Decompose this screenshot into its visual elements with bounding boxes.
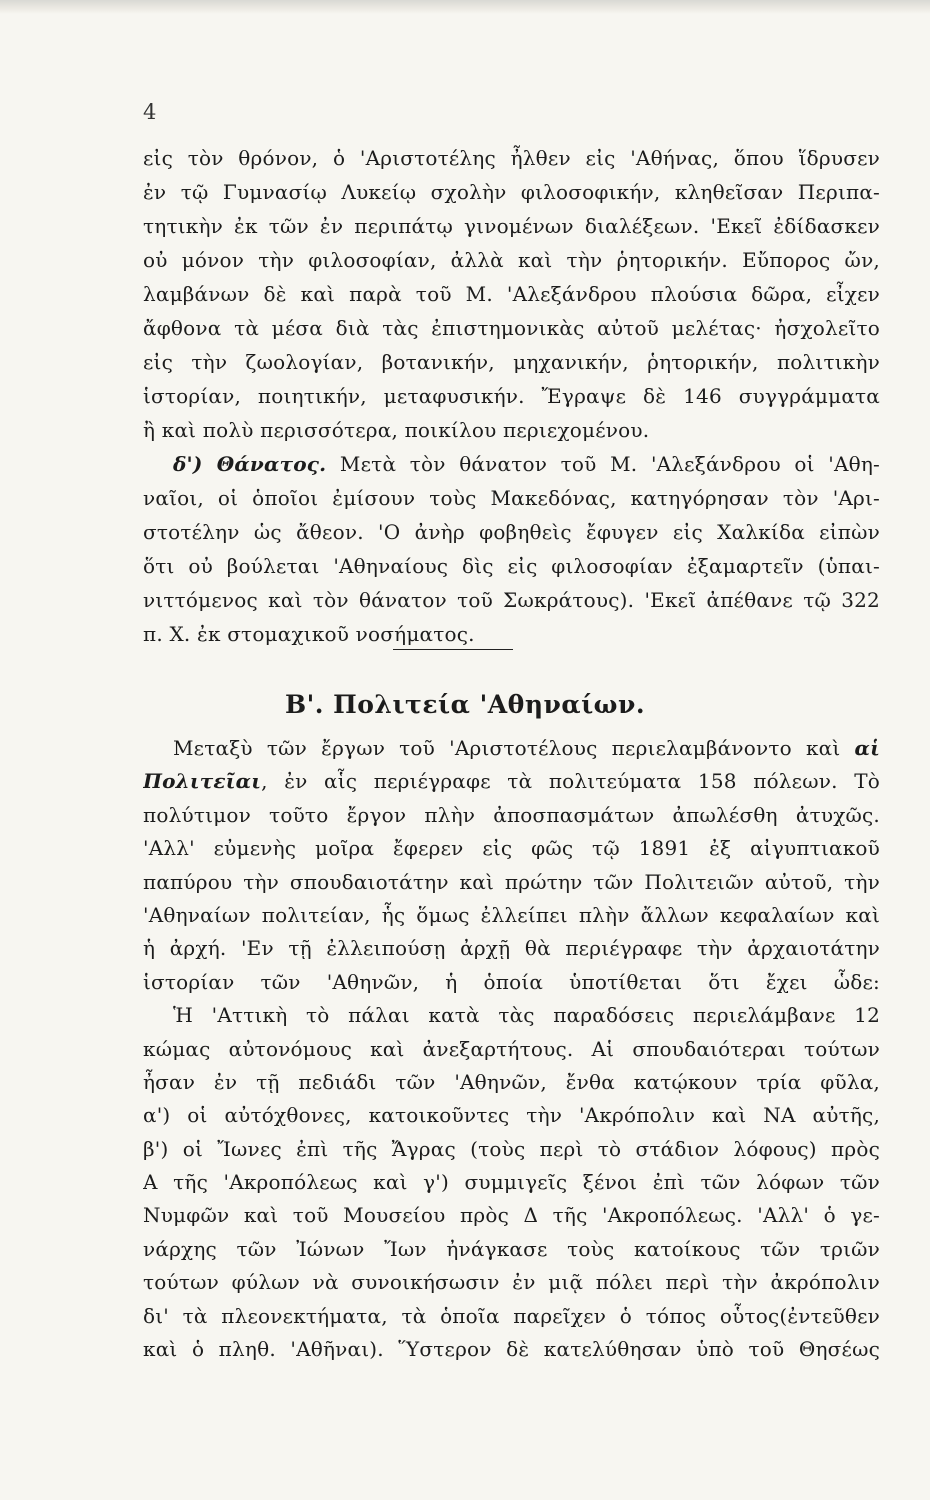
- text-line: οὐ μόνον τὴν φιλοσοφίαν, ἀλλὰ καὶ τὴν ῥητορικήν. Εὔπορος ὤν,: [143, 248, 880, 272]
- text-line: τητικὴν ἐκ τῶν ἐν περιπάτῳ γινομένων διαλέξεων. 'Εκεῖ ἐδίδασκεν: [143, 214, 880, 238]
- text-line: κώμας αὐτονόμους καὶ ἀνεξαρτήτους. Αἱ σπουδαιότεραι τούτων: [143, 1036, 880, 1061]
- text-line: πολύτιμον τοῦτο ἔργον πλὴν ἀποσπασμάτων ἀπωλέσθη ἀτυχῶς.: [143, 802, 880, 827]
- text-line: δι' τὰ πλεονεκτήματα, τὰ ὁποῖα παρεῖχεν ὁ τόπος οὗτος(ἐντεῦθεν: [143, 1303, 880, 1328]
- section-a-continuation: [143, 141, 880, 651]
- text-line: εἰς τὴν ζωολογίαν, βοτανικήν, μηχανικήν, ῥητορικήν, πολιτικὴν: [143, 350, 880, 374]
- text-line: Νυμφῶν καὶ τοῦ Μουσείου πρὸς Δ τῆς 'Ακροπόλεως. 'Αλλ' ὁ γε-: [143, 1203, 880, 1228]
- section-divider: [393, 649, 513, 650]
- emphasis-text: Πολιτεῖαι: [143, 769, 262, 794]
- text-line: εἰς τὸν θρόνον, ὁ 'Αριστοτέλης ἦλθεν εἰς 'Αθήνας, ὅπου ἵδρυσεν: [143, 146, 880, 170]
- text-span: Μεταξὺ τῶν ἔργων τοῦ 'Αριστοτέλους περιελαμβάνοντο καὶ: [173, 736, 855, 760]
- text-line: ἐν τῷ Γυμνασίῳ Λυκείῳ σχολὴν φιλοσοφικήν, κληθεῖσαν Περιπα-: [143, 180, 880, 204]
- section-b-body: [143, 732, 880, 1366]
- text-span: , ἐν αἷς περιέγραφε τὰ πολιτεύματα 158 πόλεων. Τὸ: [261, 769, 880, 794]
- text-line: νάρχης τῶν Ἰώνων Ἴων ἠνάγκασε τοὺς κατοίκους τῶν τριῶν: [143, 1236, 880, 1261]
- emphasis-text: αἱ: [854, 736, 880, 760]
- text-line: ἱστορίαν, ποιητικήν, μεταφυσικήν. Ἔγραψε δὲ 146 συγγράμματα: [143, 384, 880, 408]
- text-line: ἦσαν ἐν τῇ πεδιάδι τῶν 'Αθηνῶν, ἔνθα κατῴκουν τρία φῦλα,: [143, 1069, 880, 1094]
- death-paragraph-first-line: [143, 447, 880, 481]
- death-subheading: δ') Θάνατος.: [173, 452, 327, 476]
- text-line: [143, 732, 880, 765]
- text-line: νιττόμενος καὶ τὸν θάνατον τοῦ Σωκράτους). 'Εκεῖ ἀπέθανε τῷ 322: [143, 588, 880, 612]
- text-line: ναῖοι, οἱ ὁποῖοι ἐμίσουν τοὺς Μακεδόνας, κατηγόρησαν τὸν 'Αρι-: [143, 486, 880, 510]
- text-line: Α τῆς 'Ακροπόλεως καὶ γ') συμμιγεῖς ξένοι ἐπὶ τῶν λόφων τῶν: [143, 1170, 880, 1195]
- text-line: λαμβάνων δὲ καὶ παρὰ τοῦ Μ. 'Αλεξάνδρου πλούσια δῶρα, εἶχεν: [143, 282, 880, 306]
- text-line: 'Αλλ' εὐμενὴς μοῖρα ἔφερεν εἰς φῶς τῷ 1891 ἐξ αἰγυπτιακοῦ: [143, 836, 880, 861]
- text-line: στοτέλην ὡς ἄθεον. 'Ο ἀνὴρ φοβηθεὶς ἔφυγεν εἰς Χαλκίδα εἰπὼν: [143, 520, 880, 544]
- death-first-line-text: Μετὰ τὸν θάνατον τοῦ Μ. 'Αλεξάνδρου οἱ 'Αθη-: [326, 452, 880, 476]
- text-line: τούτων φύλων νὰ συνοικήσωσιν ἐν μιᾷ πόλει περὶ τὴν ἀκρόπολιν: [143, 1270, 880, 1295]
- scan-top-edge: [0, 0, 930, 14]
- text-line: Ἡ 'Αττικὴ τὸ πάλαι κατὰ τὰς παραδόσεις περιελάμβανε 12: [173, 1003, 880, 1028]
- text-line: β') οἱ Ἴωνες ἐπὶ τῆς Ἄγρας (τοὺς περὶ τὸ στάδιον λόφους) πρὸς: [143, 1136, 880, 1161]
- text-line: καὶ ὁ πληθ. 'Αθῆναι). Ὕστερον δὲ κατελύθησαν ὑπὸ τοῦ Θησέως: [143, 1337, 880, 1362]
- text-line: ὅτι οὐ βούλεται 'Αθηναίους δὶς εἰς φιλοσοφίαν ἐξαμαρτεῖν (ὑπαι-: [143, 554, 880, 578]
- text-line: π. Χ. ἐκ στομαχικοῦ νοσήματος.: [143, 622, 475, 646]
- text-line: ἄφθονα τὰ μέσα διὰ τὰς ἐπιστημονικὰς αὐτοῦ μελέτας· ἠσχολεῖτο: [143, 316, 880, 340]
- text-line: ἡ ἀρχή. 'Εν τῇ ἐλλειπούσῃ ἀρχῇ θὰ περιέγραφε τὴν ἀρχαιοτάτην: [143, 936, 880, 961]
- text-line: παπύρου τὴν σπουδαιοτάτην καὶ πρώτην τῶν Πολιτειῶν αὐτοῦ, τὴν: [143, 869, 880, 894]
- text-line: α') οἱ αὐτόχθονες, κατοικοῦντες τὴν 'Ακρόπολιν καὶ ΝΑ αὐτῆς,: [143, 1103, 880, 1128]
- text-line: ἢ καὶ πολὺ περισσότερα, ποικίλου περιεχομένου.: [143, 418, 650, 442]
- section-b-heading: Β'. Πολιτεία 'Αθηναίων.: [284, 690, 646, 719]
- text-line: 'Αθηναίων πολιτείαν, ἧς ὅμως ἐλλείπει πλὴν ἄλλων κεφαλαίων καὶ: [143, 902, 880, 927]
- text-line: ἱστορίαν τῶν 'Αθηνῶν, ἡ ὁποία ὑποτίθεται ὅτι ἔχει ὧδε:: [143, 969, 880, 994]
- page-number: 4: [143, 100, 157, 124]
- text-line: [143, 765, 880, 798]
